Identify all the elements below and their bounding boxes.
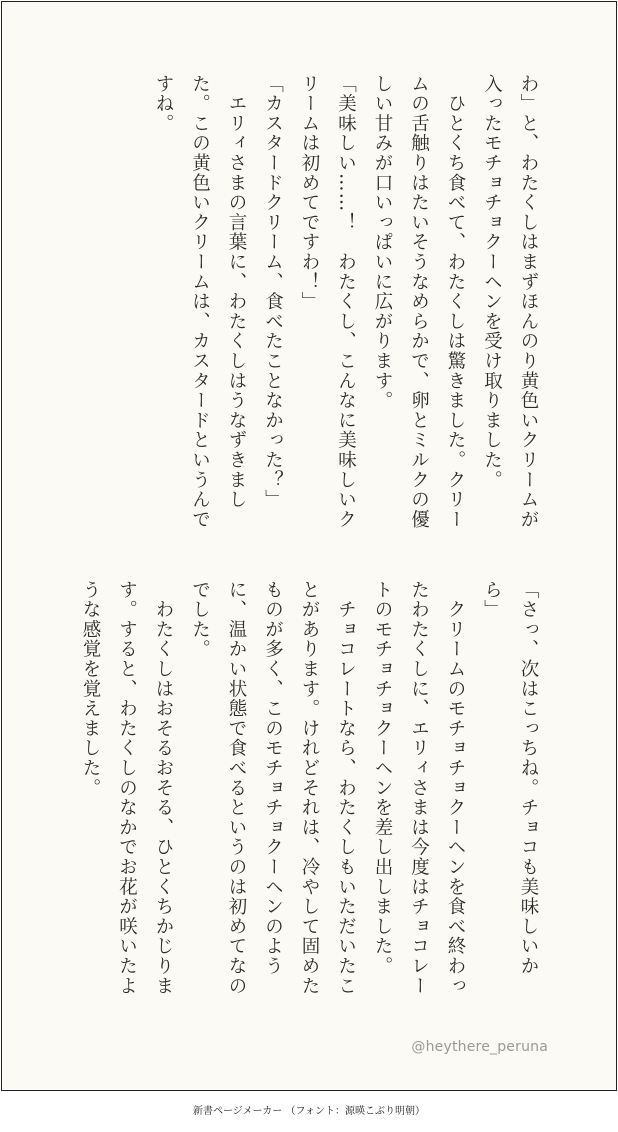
lower-text-block: 「さっ、次はこっちね。チョコも美味しいから」 クリームのモチョチョクーヘンを食べ終わったわたくしに、エリィさまは今度はチョコレートのモチョチョクーヘンを差し出しました。 チョコレートなら、わたくしもいただいたことがあります。けれどそれは、冷やして固めたものが多く、このモチョチョクーヘンのように、温かい状態で食べるというのは初めてなのでした。 わたくしはおそるおそる、ひとくちかじります。すると、わたくしのなかでお花が咲いたような感覚を覚えました。 <box>80 580 539 996</box>
upper-text-block: わ」と、わたくしはまずほんのり黄色いクリームが入ったモチョチョクーヘンを受け取りました。 ひとくち食べて、わたくしは驚きました。クリームの舌触りはたいそうなめらかで、卵とミルクの優しい甘みが口いっぱいに広がります。 「美味しい……！ わたくし、こんなに美味しいクリームは初めてですわ！」 「カスタードクリーム、食べたことなかった？」 エリィさまの言葉に、わたくしはうなずきました。この黄色いクリームは、カスタードというんですね。 <box>153 74 539 530</box>
footer-credit: 新書ページメーカー （フォント：源暎こぶり明朝） <box>193 1106 425 1117</box>
author-handle: @heythere_peruna <box>411 1039 548 1055</box>
book-page <box>1 1 617 1091</box>
